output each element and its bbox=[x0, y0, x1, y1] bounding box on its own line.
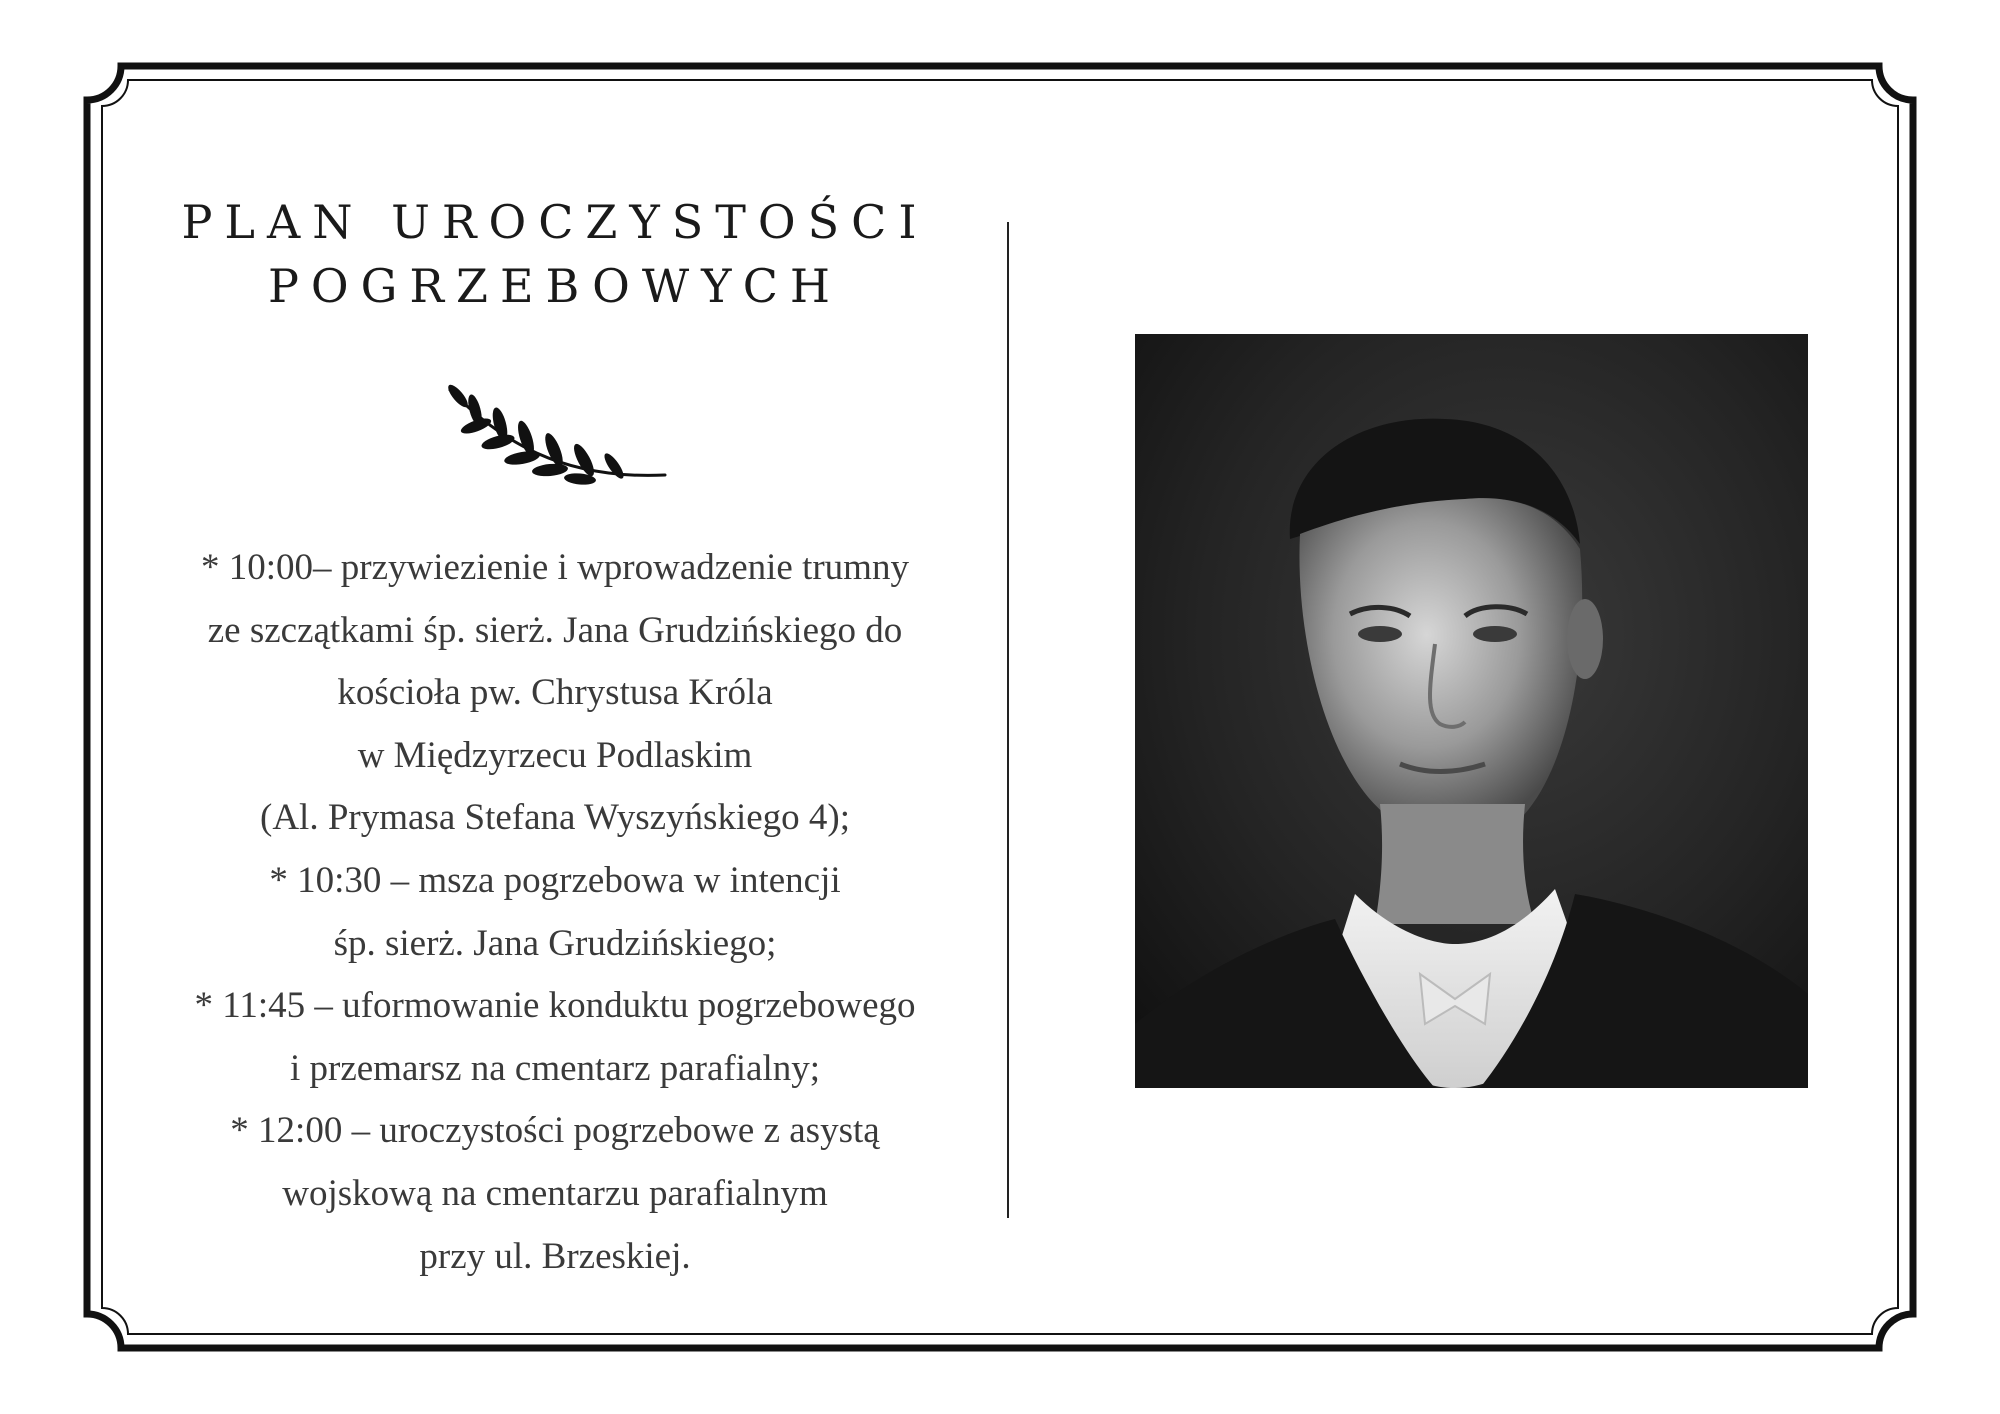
portrait-photo bbox=[1135, 334, 1808, 1088]
schedule-line: * 10:00– przywiezienie i wprowadzenie trumny bbox=[201, 547, 909, 588]
schedule-line: kościoła pw. Chrystusa Króla bbox=[337, 672, 773, 714]
schedule-line: i przemarsz na cmentarz parafialny; bbox=[289, 1047, 821, 1089]
schedule-line: * 10:30 – msza pogrzebowa w intencji bbox=[269, 859, 841, 901]
schedule-line: śp. sierż. Jana Grudzińskiego; bbox=[333, 922, 777, 964]
page-title bbox=[100, 190, 1010, 318]
vertical-divider bbox=[1007, 222, 1009, 1218]
schedule-line: w Międzyrzecu Podlaskim bbox=[357, 734, 753, 776]
title-line-1: PLAN UROCZYSTOŚCI bbox=[181, 195, 929, 249]
schedule-line: ze szczątkami śp. sierż. Jana Grudzińskiego do bbox=[207, 609, 903, 651]
schedule-line: przy ul. Brzeskiej. bbox=[419, 1235, 691, 1277]
schedule-line: (Al. Prymasa Stefana Wyszyńskiego 4); bbox=[260, 797, 850, 839]
title-line-2: POGRZEBOWYCH bbox=[267, 259, 843, 313]
schedule-line: wojskową na cmentarzu parafialnym bbox=[282, 1172, 828, 1214]
ceremony-schedule bbox=[100, 537, 1010, 1288]
schedule-line: * 12:00 – uroczystości pogrzebowe z asystą bbox=[230, 1110, 880, 1152]
schedule-line: * 11:45 – uformowanie konduktu pogrzebowego bbox=[194, 985, 916, 1027]
laurel-branch-icon bbox=[440, 380, 680, 500]
